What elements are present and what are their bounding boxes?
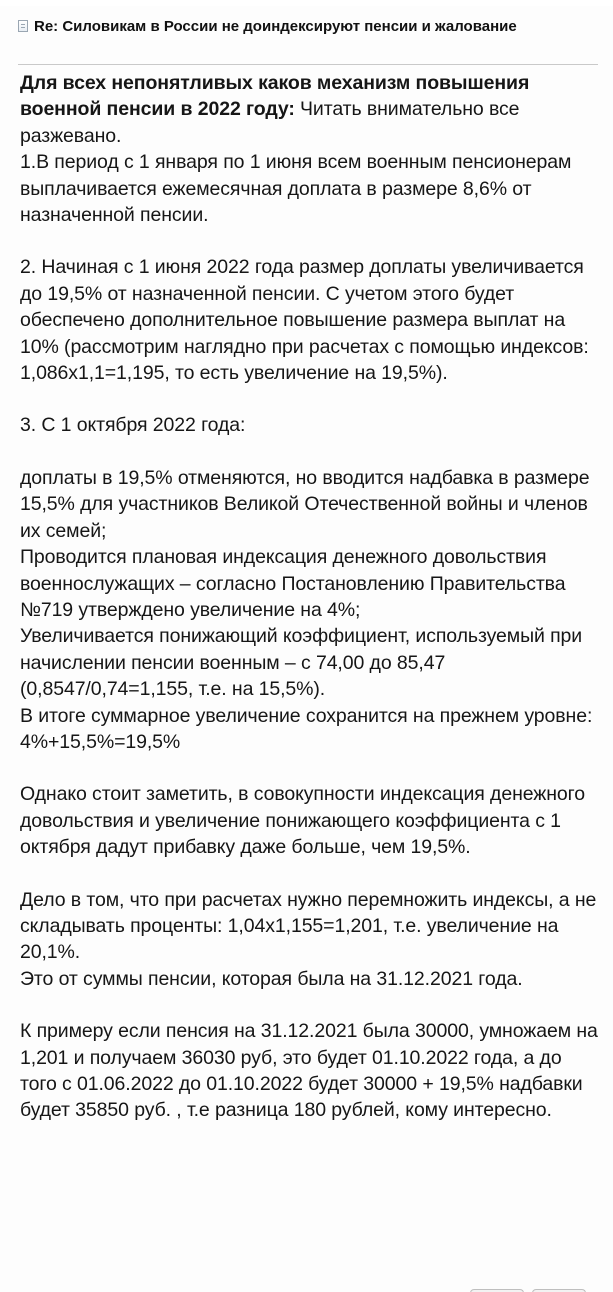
post-action-buttons — [470, 1284, 600, 1292]
paragraph-gap — [20, 439, 598, 465]
paragraph-4b: Проводится плановая индексация денежного довольствия военнослужащих – согласно Постановлению Правительства №719 утверждено увеличение на 4%; — [20, 546, 566, 621]
paragraph-4d: В итоге суммарное увеличение сохранится на прежнем уровне: 4%+15,5%=19,5% — [20, 704, 593, 753]
paragraph-6b: Это от суммы пенсии, которая была на 31.12.2021 года. — [20, 967, 523, 990]
post-lead-bold: Для всех непонятливых каков механизм повышения военной пенсии в 2022 году: — [20, 72, 530, 121]
paragraph-1: 1.В период с 1 января по 1 июня всем военным пенсионерам выплачивается ежемесячная доплата в размере 8,6% от назначенной пенсии. — [20, 151, 572, 227]
post-title[interactable]: Re: Силовикам в России не доиндексируют пенсии и жалование — [34, 18, 517, 35]
paragraph-4a: доплаты в 19,5% отменяются, но вводится надбавка в размере 15,5% для участников Великой Отечественной войны и членов их семей; — [20, 466, 590, 542]
post-title-row — [18, 16, 578, 38]
paragraph-7: К примеру если пенсия на 31.12.2021 была 30000, умножаем на 1,201 и получаем 36030 руб, это будет 01.10.2022 года, а до того с 01.06.2022 до 01.10.2022 будет 30000 + 19,5% надбавки будет 35850 руб. , т.е разница 180 рублей, кому интересно. — [20, 1020, 598, 1122]
document-icon — [18, 20, 28, 32]
paragraph-6a: Дело в том, что при расчетах нужно перемножить индексы, а не складывать проценты: 1,04х1,155=1,201, т.е. увеличение на 20,1%. — [20, 888, 597, 964]
post-lead — [20, 70, 598, 149]
paragraph-5: Однако стоит заметить, в совокупности индексация денежного довольствия и увеличение понижающего коэффициента с 1 октября дадут прибавку даже больше, чем 19,5%. — [20, 783, 585, 859]
paragraph-gap — [20, 228, 598, 254]
post-lead-rest: Читать внимательно все разжевано. — [20, 98, 520, 147]
post-top-strip — [0, 0, 613, 6]
paragraph-4c: Увеличивается понижающий коэффициент, используемый при начислении пенсии военным – с 74,00 до 85,47 (0,8547/0,74=1,155, т.е. на 15,5%). — [20, 625, 583, 701]
title-divider — [18, 64, 598, 65]
paragraph-gap — [20, 992, 598, 1018]
paragraph-gap — [20, 386, 598, 412]
paragraph-2: 2. Начиная с 1 июня 2022 года размер доплаты увеличивается до 19,5% от назначенной пенсии. С учетом этого будет обеспечено дополнительное повышение размера выплат на 10% (рассмотрим наглядно при расчетах с помощью индексов: 1,086х1,1=1,195, то есть увеличение на 19,5%). — [20, 256, 589, 385]
paragraph-gap — [20, 755, 598, 781]
paragraph-gap — [20, 861, 598, 887]
post-body — [20, 70, 598, 1124]
paragraph-3: 3. С 1 октября 2022 года: — [20, 414, 246, 437]
